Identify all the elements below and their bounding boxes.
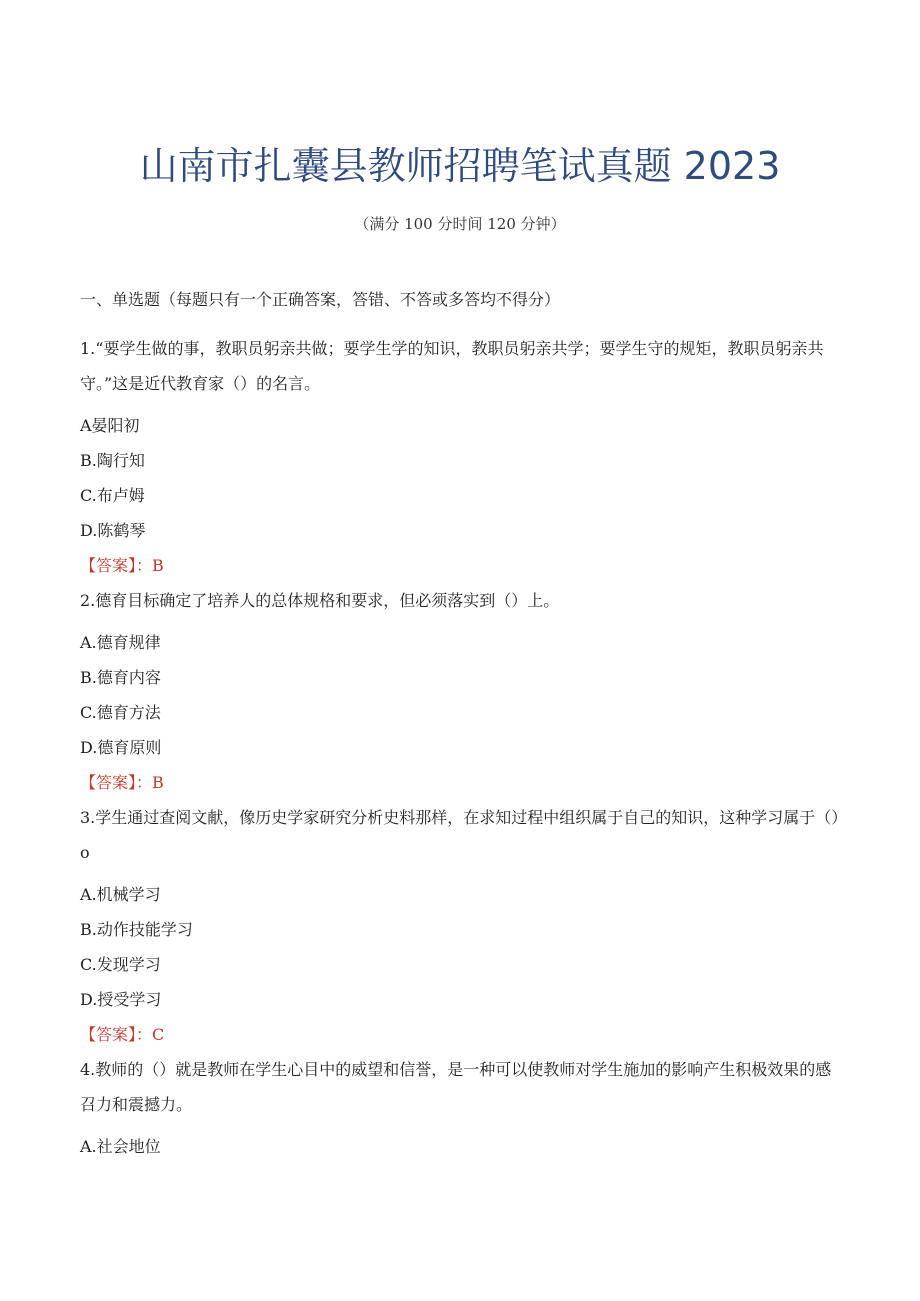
question-answer [80, 765, 840, 800]
question-option: C.发现学习 [80, 955, 161, 974]
answer-value: B [152, 773, 164, 792]
answer-label: 【答案】： [80, 556, 153, 575]
answer-value: C [152, 1025, 165, 1044]
question-1 [80, 331, 840, 583]
question-option: A.德育规律 [80, 633, 161, 652]
question-answer [80, 548, 840, 583]
question-option: A.机械学习 [80, 885, 161, 904]
answer-label: 【答案】： [80, 1025, 153, 1044]
question-option: C.德育方法 [80, 703, 161, 722]
question-option: A.社会地位 [80, 1137, 161, 1156]
question-answer [80, 1017, 840, 1052]
question-4 [80, 1052, 840, 1164]
question-2 [80, 583, 840, 800]
document-subtitle: （满分 100 分时间 120 分钟） [354, 215, 566, 233]
question-stem: 2.德育目标确定了培养人的总体规格和要求，但必须落实到（）上。 [80, 591, 560, 610]
question-option: C.布卢姆 [80, 486, 145, 505]
answer-label: 【答案】： [80, 773, 153, 792]
question-stem: 4.教师的（）就是教师在学生心目中的威望和信誉，是一种可以使教师对学生施加的影响产生积极效果的感召力和震撼力。 [80, 1060, 832, 1114]
question-option: D.授受学习 [80, 990, 162, 1009]
answer-value: B [152, 556, 164, 575]
document-title: 山南市扎囊县教师招聘笔试真题 2023 [139, 144, 781, 188]
question-option: B.德育内容 [80, 668, 161, 687]
document-content [80, 287, 840, 1164]
section-heading: 一、单选题（每题只有一个正确答案，答错、不答或多答均不得分） [80, 290, 561, 309]
question-3 [80, 800, 840, 1052]
question-option: D.陈鹤琴 [80, 521, 146, 540]
question-stem: 1.“要学生做的事，教职员躬亲共做；要学生学的知识，教职员躬亲共学；要学生守的规矩，教职员躬亲共守。”这是近代教育家（）的名言。 [80, 339, 824, 393]
question-stem: 3.学生通过查阅文献，像历史学家研究分析史料那样，在求知过程中组织属于自己的知识，这种学习属于（）o [80, 808, 840, 862]
question-option: B.动作技能学习 [80, 920, 193, 939]
question-option: D.德育原则 [80, 738, 162, 757]
question-option: A晏阳初 [80, 416, 140, 435]
question-option: B.陶行知 [80, 451, 145, 470]
